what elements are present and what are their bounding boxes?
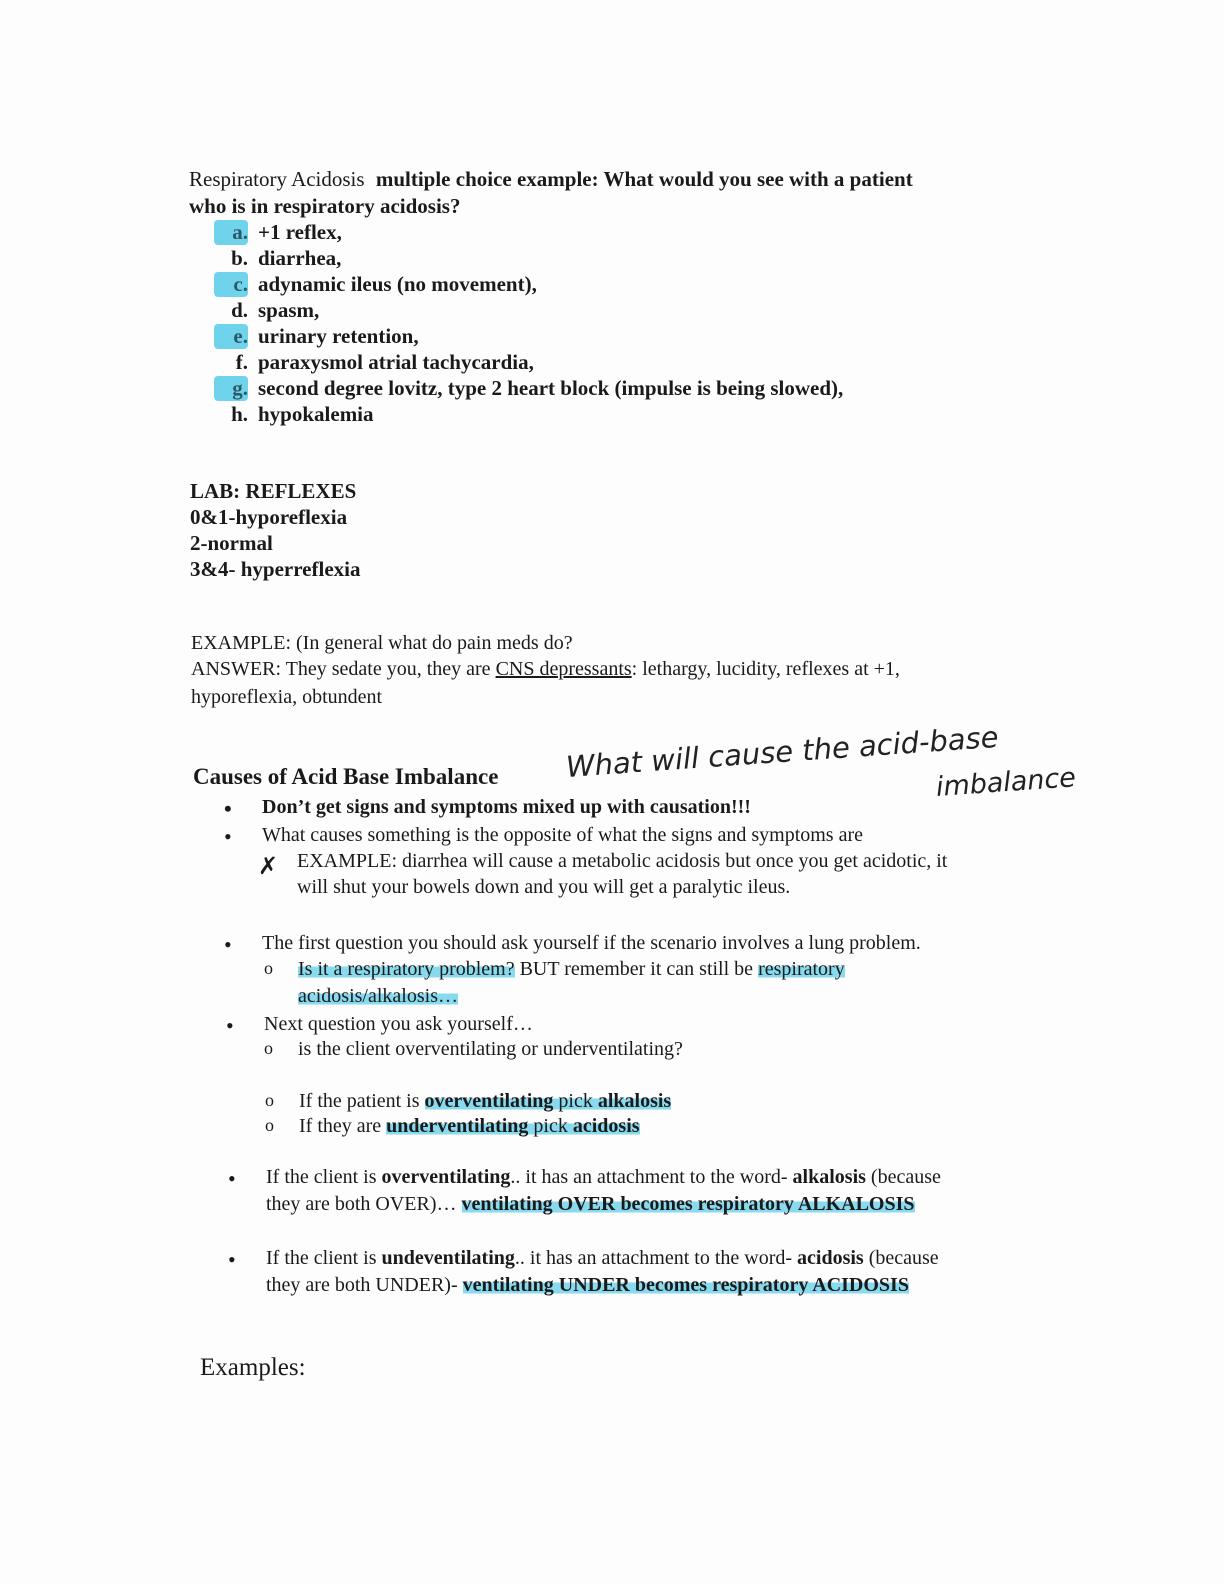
option-letter: c. — [214, 272, 248, 297]
question-line-1 — [189, 166, 913, 193]
bullet-2-sub-2: will shut your bowels down and you will get a paralytic ileus. — [297, 876, 791, 898]
highlight-text: becomes respiratory — [629, 1274, 813, 1296]
question-prefix: Respiratory Acidosis — [189, 167, 365, 191]
plain-text: If the client is — [266, 1166, 382, 1188]
option-letter: d. — [231, 298, 248, 322]
x-mark-icon: ✗ — [258, 854, 279, 880]
question-text: multiple choice example: What would you see with a patient — [375, 167, 913, 191]
bullet-4-sub-3 — [299, 1115, 640, 1138]
highlight-text: respiratory — [758, 958, 845, 980]
bullet-2: • What causes something is the opposite of what the signs and symptoms are — [262, 824, 863, 847]
bold-text: overventilating — [381, 1166, 511, 1188]
highlight-text: ALKALOSIS — [797, 1193, 915, 1215]
bullet-3-sub-1-cont — [298, 985, 458, 1008]
plain-text: .. it has an attachment to the word- — [514, 1247, 798, 1269]
plain-text: If the patient is — [299, 1090, 425, 1112]
bullet-1: • Don’t get signs and symptoms mixed up with causation!!! — [262, 796, 751, 819]
bold-text: undeventilating — [381, 1247, 515, 1269]
lab-line: 0&1-hyporeflexia — [190, 505, 348, 529]
option-text: spasm, — [258, 298, 320, 322]
option-text: +1 reflex, — [258, 220, 342, 244]
bullet-6 — [266, 1247, 939, 1270]
bullet-3-sub-1 — [298, 958, 845, 981]
option-text: urinary retention, — [258, 324, 419, 348]
example-question: EXAMPLE: (In general what do pain meds do? — [191, 632, 573, 654]
answer-rest: : lethargy, lucidity, reflexes at +1, — [631, 658, 900, 680]
plain-text: BUT remember it can still be — [514, 958, 759, 980]
bullet-6-line-2 — [266, 1274, 909, 1297]
examples-label: Examples: — [200, 1354, 306, 1381]
answer-prefix: ANSWER: They sedate you, they are — [191, 658, 496, 680]
option-letter: b. — [231, 246, 248, 270]
lab-line: 2-normal — [190, 531, 273, 555]
example-answer — [191, 656, 900, 683]
highlight-text: underventilating — [386, 1115, 529, 1137]
option-text: hypokalemia — [258, 402, 374, 426]
plain-text: they are both UNDER)- — [266, 1274, 463, 1296]
highlight-text: OVER — [557, 1193, 616, 1215]
option-text: second degree lovitz, type 2 heart block (impulse is being slowed), — [258, 376, 844, 400]
bullet-4: • Next question you ask yourself… — [264, 1013, 533, 1036]
plain-text: (because — [863, 1247, 939, 1269]
option-letter: f. — [235, 350, 248, 374]
plain-text: If the client is — [266, 1247, 382, 1269]
lab-title: LAB: REFLEXES — [190, 479, 357, 503]
highlight-text: Is it a respiratory problem? — [298, 958, 515, 980]
bold-text: acidosis — [797, 1247, 864, 1269]
question-line-2: who is in respiratory acidosis? — [189, 194, 461, 218]
highlight-text: UNDER — [558, 1274, 630, 1296]
highlight-text: ventilating — [462, 1274, 559, 1296]
highlight-text: ACIDOSIS — [812, 1274, 909, 1296]
plain-text: (because — [865, 1166, 941, 1188]
bold-text: alkalosis — [792, 1166, 866, 1188]
lab-line: 3&4- hyperreflexia — [190, 557, 361, 581]
handwritten-note-2: imbalance — [934, 762, 1077, 803]
highlight-text: ventilating — [461, 1193, 558, 1215]
bullet-5-line-2 — [266, 1193, 915, 1216]
highlight-text: acidosis — [572, 1115, 640, 1137]
bullet-4-sub-1: o is the client overventilating or underventilating? — [298, 1038, 683, 1061]
bullet-3: • The first question you should ask yourself if the scenario involves a lung problem. — [262, 932, 921, 955]
option-letter: g. — [214, 376, 248, 401]
option-h — [214, 402, 374, 427]
plain-text: If they are — [299, 1115, 387, 1137]
handwritten-note: What will cause the acid-base — [564, 719, 1000, 784]
option-f — [214, 350, 534, 375]
bullet-4-sub-2 — [299, 1090, 671, 1113]
option-letter: h. — [231, 402, 248, 426]
section-title: Causes of Acid Base Imbalance — [193, 764, 499, 789]
option-letter: e. — [214, 324, 248, 349]
option-letter: a. — [214, 220, 248, 245]
option-text: paraxysmol atrial tachycardia, — [258, 350, 534, 374]
plain-text: they are both OVER)… — [266, 1193, 462, 1215]
highlight-text: becomes respiratory — [615, 1193, 798, 1215]
option-d — [214, 298, 319, 323]
option-text: adynamic ileus (no movement), — [258, 272, 537, 296]
option-a — [214, 220, 342, 245]
bullet-5 — [266, 1166, 941, 1189]
option-b — [214, 246, 341, 271]
highlight-text: pick — [528, 1115, 573, 1137]
answer-underlined: CNS depressants — [495, 658, 632, 680]
highlight-text: pick — [553, 1090, 598, 1112]
example-answer-line-2: hyporeflexia, obtundent — [191, 686, 383, 708]
plain-text: .. it has an attachment to the word- — [510, 1166, 793, 1188]
option-g — [214, 376, 843, 401]
option-e — [214, 324, 419, 349]
highlight-text: acidosis/alkalosis… — [298, 985, 458, 1007]
highlight-text: alkalosis — [597, 1090, 672, 1112]
highlight-text: overventilating — [424, 1090, 554, 1112]
option-text: diarrhea, — [258, 246, 342, 270]
option-c — [214, 272, 537, 297]
bullet-2-sub-1: EXAMPLE: diarrhea will cause a metabolic acidosis but once you get acidotic, it — [297, 850, 948, 872]
